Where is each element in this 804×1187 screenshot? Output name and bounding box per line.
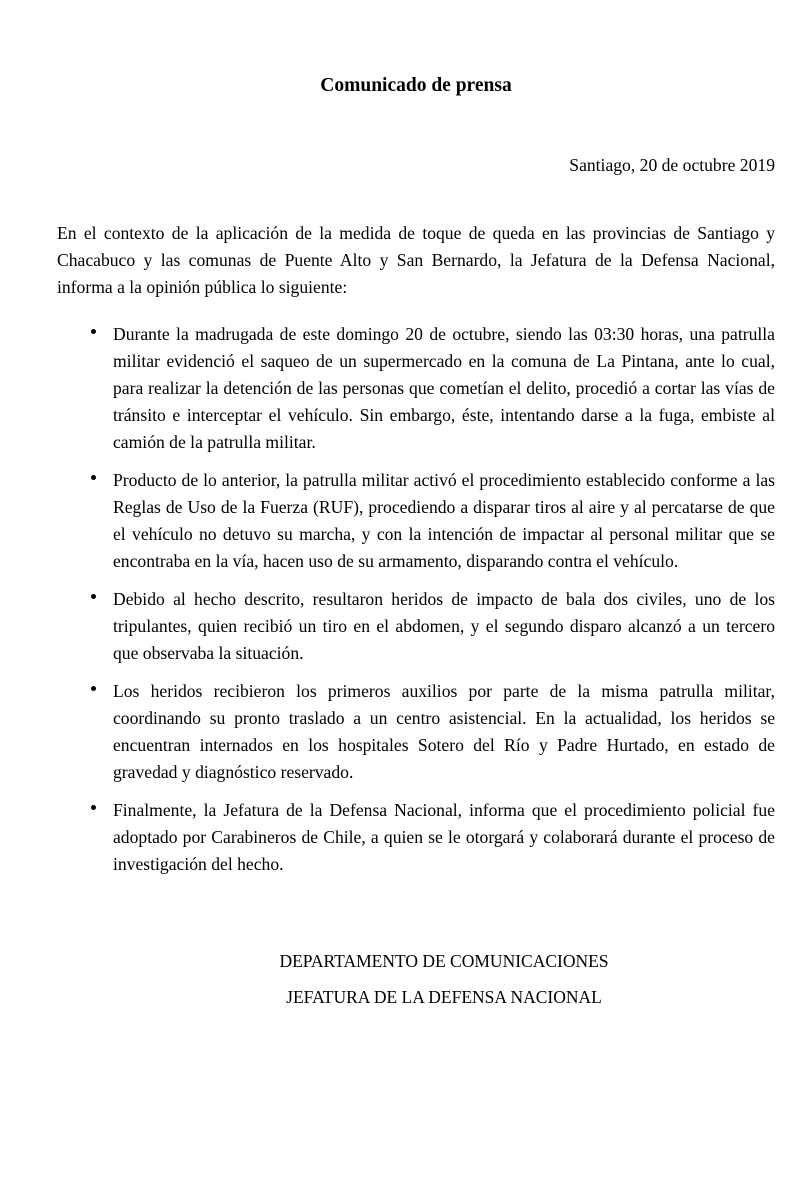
bullet-item-investigation: [57, 797, 775, 878]
bullet-item-incident: [57, 321, 775, 456]
bullet-list: [57, 321, 775, 878]
bullet-icon: [91, 475, 96, 480]
bullet-item-text: Producto de lo anterior, la patrulla militar activó el procedimiento establecido conforme a las Reglas de Uso de la Fuerza (RUF), procediendo a disparar tiros al aire y al percatarse de que el vehículo no detuvo su marcha, y con la intención de impactar al personal militar que se encontraba en la vía, hacen uso de su armamento, disparando contra el vehículo.: [113, 470, 775, 571]
bullet-icon: [91, 594, 96, 599]
bullet-item-text: Finalmente, la Jefatura de la Defensa Nacional, informa que el procedimiento policial fue adoptado por Carabineros de Chile, a quien se le otorgará y colaborará durante el proceso de investigación del hecho.: [113, 800, 775, 874]
footer-line-jefatura: JEFATURA DE LA DEFENSA NACIONAL: [286, 987, 602, 1007]
bullet-icon: [91, 329, 96, 334]
bullet-icon: [91, 805, 96, 810]
footer-line-department: DEPARTAMENTO DE COMUNICACIONES: [279, 951, 609, 971]
intro-paragraph: En el contexto de la aplicación de la medida de toque de queda en las provincias de Santiago y Chacabuco y las comunas de Puente Alto y San Bernardo, la Jefatura de la Defensa Nacional, informa a la opinión pública lo siguiente:: [57, 223, 775, 297]
bullet-item-injured: [57, 586, 775, 667]
bullet-item-text: Los heridos recibieron los primeros auxilios por parte de la misma patrulla militar, coordinando su pronto traslado a un centro asistencial. En la actualidad, los heridos se encuentran internados en los hospitales Sotero del Río y Padre Hurtado, en estado de gravedad y diagnóstico reservado.: [113, 681, 775, 782]
document-title: Comunicado de prensa: [320, 75, 512, 96]
bullet-icon: [91, 686, 96, 691]
bullet-item-text: Debido al hecho descrito, resultaron heridos de impacto de bala dos civiles, uno de los tripulantes, quien recibió un tiro en el abdomen, y el segundo disparo alcanzó a un tercero que observaba la situación.: [113, 589, 775, 663]
bullet-item-first-aid: [57, 678, 775, 786]
bullet-item-text: Durante la madrugada de este domingo 20 de octubre, siendo las 03:30 horas, una patrulla militar evidenció el saqueo de un supermercado en la comuna de La Pintana, ante lo cual, para realizar la detención de las personas que cometían el delito, procedió a cortar las vías de tránsito e interceptar el vehículo. Sin embargo, éste, intentando darse a la fuga, embiste al camión de la patrulla militar.: [113, 324, 775, 452]
dateline: Santiago, 20 de octubre 2019: [569, 155, 775, 175]
bullet-item-procedure: [57, 467, 775, 575]
document-footer: [113, 948, 775, 1011]
